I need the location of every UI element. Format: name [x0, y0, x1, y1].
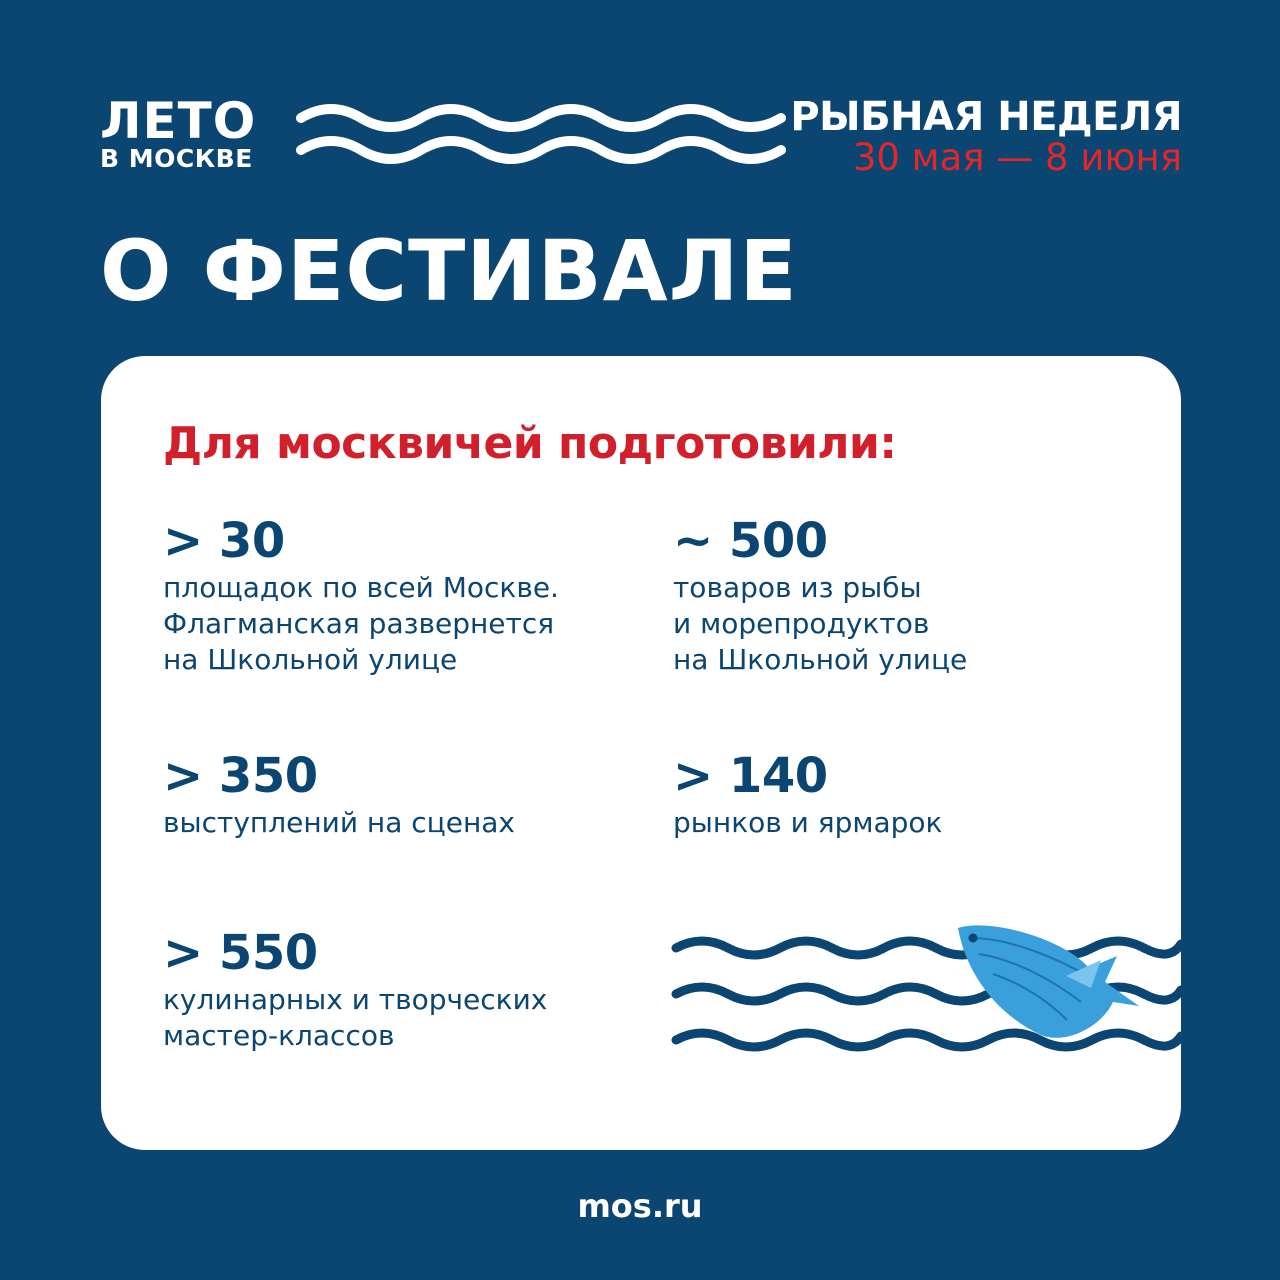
stat-markets — [673, 749, 942, 841]
footer-link[interactable]: mos.ru — [577, 1187, 703, 1225]
card-heading: Для москвичей подготовили: — [163, 418, 897, 469]
stat-value: > 140 — [673, 748, 828, 804]
stat-value: > 30 — [163, 513, 285, 569]
stat-description: товаров из рыбы и морепродуктов на Школьной улице — [673, 571, 968, 676]
event-dates: 30 мая — 8 июня — [852, 136, 1182, 179]
page-title: О ФЕСТИВАЛЕ — [100, 222, 798, 320]
stat-venues — [163, 514, 559, 678]
stat-value: > 350 — [163, 748, 318, 804]
stat-products — [673, 514, 967, 678]
stat-masterclasses — [163, 926, 547, 1054]
stat-description: кулинарных и творческих мастер-классов — [163, 983, 548, 1052]
wave-lines-icon — [296, 98, 786, 168]
stat-value: ~ 500 — [673, 513, 828, 569]
logo — [100, 92, 257, 173]
stat-description: площадок по всей Москве. Флагманская развернется на Школьной улице — [163, 571, 559, 676]
stat-description: выступлений на сценах — [163, 806, 515, 839]
event-title: РЫБНАЯ НЕДЕЛЯ — [790, 94, 1182, 140]
stat-value: > 550 — [163, 925, 318, 981]
stat-description: рынков и ярмарок — [673, 806, 943, 839]
info-card — [101, 356, 1181, 1150]
logo-line2: В МОСКВЕ — [100, 144, 253, 173]
fish-illustration — [671, 916, 1181, 1056]
event-info — [790, 96, 1182, 178]
stat-performances — [163, 749, 515, 841]
logo-line1: ЛЕТО — [100, 92, 257, 150]
